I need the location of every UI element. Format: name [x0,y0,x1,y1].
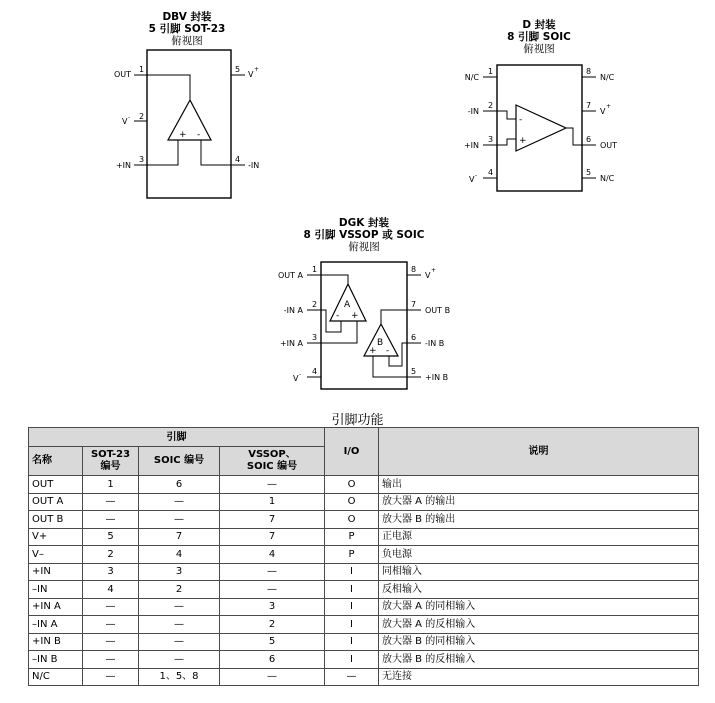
soic-number-cell: — [139,616,220,634]
sot23-number-cell: — [83,668,139,686]
soic-header: SOIC 编号 [139,447,220,476]
soic-number-cell: — [139,651,220,669]
table-row [29,476,699,494]
dgk-amp-b-plus-sign: + [369,346,377,356]
d-pin-4-label: V [469,175,475,184]
description-cell: 放大器 A 的输出 [379,493,699,511]
dgk-pin-6-number: 6 [411,333,417,342]
dbv-pin-2-number: 2 [139,112,145,121]
sot23-header [83,447,139,476]
dgk-pin-3-label: +IN A [279,339,303,348]
dbv-pin-5-number: 5 [235,65,241,74]
io-type-cell: O [325,476,379,494]
dgk-package-body [321,262,407,389]
dbv-pin-3-label: +IN [115,161,131,170]
pin-name-cell: OUT A [29,493,83,511]
description-header: 说明 [379,428,699,476]
pin-name-cell: +IN A [29,598,83,616]
sot23-number-cell: — [83,651,139,669]
vssop-number-cell: 7 [220,528,325,546]
sot23-number-cell: 5 [83,528,139,546]
table-row [29,598,699,616]
vssop-header-line2: SOIC 编号 [246,461,298,472]
d-title: D 封装 [522,19,556,31]
io-type-cell: I [325,598,379,616]
pin-name-cell: +IN B [29,633,83,651]
dgk-amp-a-minus-sign: - [336,311,340,321]
pin-name-cell: –IN [29,581,83,599]
table-row [29,633,699,651]
description-cell: 放大器 B 的同相输入 [379,633,699,651]
dbv-pin-3-number: 3 [139,155,145,164]
dgk-pin-5-label: +IN B [425,373,449,382]
dbv-amp-plus-sign: + [179,130,187,140]
io-type-cell: O [325,493,379,511]
table-row [29,581,699,599]
description-cell: 同相输入 [379,563,699,581]
pin-name-cell: +IN [29,563,83,581]
pin-group-header: 引脚 [29,428,325,447]
soic-number-cell: 3 [139,563,220,581]
d-pin-7-label: V [600,107,606,116]
dgk-pin-8-number: 8 [411,265,417,274]
vssop-number-cell: 4 [220,546,325,564]
vssop-number-cell: 6 [220,651,325,669]
dbv-pin-4-label: -IN [248,161,260,170]
d-view: 俯视图 [523,43,555,55]
dbv-subtitle: 5 引脚 SOT-23 [148,23,226,35]
dgk-pin-8-superscript: + [431,267,437,274]
pin-name-cell: –IN A [29,616,83,634]
d-pin-1-label: N/C [464,73,479,82]
name-header: 名称 [29,447,83,476]
d-subtitle: 8 引脚 SOIC [507,31,571,43]
dgk-pin-2-number: 2 [312,300,318,309]
sot23-number-cell: 3 [83,563,139,581]
pin-name-cell: V+ [29,528,83,546]
sot23-number-cell: — [83,511,139,529]
vssop-number-cell: 3 [220,598,325,616]
sot23-number-cell: — [83,616,139,634]
sot23-number-cell: 1 [83,476,139,494]
soic-number-cell: — [139,511,220,529]
d-pin-1-number: 1 [488,67,494,76]
dgk-pin-5-number: 5 [411,367,417,376]
dgk-package-title [290,217,438,253]
sot23-number-cell: — [83,493,139,511]
table-row [29,528,699,546]
vssop-number-cell: — [220,581,325,599]
dbv-pin-2-label: V [122,117,128,126]
sot23-number-cell: 2 [83,546,139,564]
d-pin-7-number: 7 [586,101,592,110]
dgk-subtitle: 8 引脚 VSSOP 或 SOIC [303,229,425,241]
io-header: I/O [325,428,379,476]
vssop-header-line1: VSSOP、 [248,449,296,460]
io-type-cell: I [325,616,379,634]
dgk-amp-a-label: A [344,300,351,310]
sot23-header-line1: SOT-23 [90,449,131,460]
dgk-pin-6-label: -IN B [425,339,445,348]
sot23-number-cell: 4 [83,581,139,599]
io-type-cell: — [325,668,379,686]
description-cell: 正电源 [379,528,699,546]
pin-name-cell: N/C [29,668,83,686]
pin-function-table [28,427,699,686]
dgk-pin-7-label: OUT B [425,306,451,315]
dgk-pin-4-number: 4 [312,367,318,376]
vssop-number-cell: 7 [220,511,325,529]
dbv-pin-1-number: 1 [139,65,145,74]
d-pin-2-number: 2 [488,101,494,110]
vssop-number-cell: 1 [220,493,325,511]
dgk-pin-1-label: OUT A [277,271,303,280]
description-cell: 负电源 [379,546,699,564]
io-type-cell: P [325,546,379,564]
dbv-pin-5-label: V [248,70,254,79]
dgk-pin-4-superscript: - [299,371,302,378]
description-cell: 放大器 B 的输出 [379,511,699,529]
d-pin-4-number: 4 [488,168,494,177]
dgk-pin-8-label: V [425,271,431,280]
dbv-view: 俯视图 [171,35,203,47]
description-cell: 无连接 [379,668,699,686]
dgk-amp-b-label: B [377,338,384,348]
pin-function-table-title: 引脚功能 [331,413,384,428]
dgk-amp-a-plus-sign: + [351,311,359,321]
sot23-number-cell: — [83,598,139,616]
soic-number-cell: — [139,633,220,651]
dbv-package-body [147,50,231,198]
soic-number-cell: 7 [139,528,220,546]
vssop-header [220,447,325,476]
description-cell: 放大器 A 的同相输入 [379,598,699,616]
io-type-cell: P [325,528,379,546]
sot23-number-cell: — [83,633,139,651]
d-pin-6-label: OUT [600,141,618,150]
io-type-cell: I [325,563,379,581]
description-cell: 放大器 A 的反相输入 [379,616,699,634]
vssop-number-cell: — [220,668,325,686]
d-amp-plus-sign: + [519,136,527,146]
d-amp-minus-sign: - [519,115,523,125]
d-pin-8-label: N/C [600,73,615,82]
pin-name-cell: OUT [29,476,83,494]
dbv-pin-4-number: 4 [235,155,241,164]
dgk-pin-1-number: 1 [312,265,318,274]
io-type-cell: O [325,511,379,529]
pin-table-body [29,476,699,686]
table-row [29,651,699,669]
description-cell: 输出 [379,476,699,494]
dgk-amp-b-minus-sign: - [386,346,390,356]
dgk-title: DGK 封装 [338,217,390,229]
dgk-pin-4-label: V [293,374,299,383]
vssop-number-cell: 2 [220,616,325,634]
vssop-number-cell: — [220,476,325,494]
pin-name-cell: V– [29,546,83,564]
d-package-title [480,19,598,55]
dgk-pin-7-number: 7 [411,300,417,309]
soic-number-cell: — [139,598,220,616]
dbv-amp-minus-sign: - [197,130,201,140]
dgk-pin-2-label: -IN A [283,306,303,315]
sot23-header-line2: 编号 [100,461,121,472]
d-pin-7-superscript: + [606,103,612,110]
soic-number-cell: 4 [139,546,220,564]
d-pin-2-label: -IN [467,107,479,116]
d-pin-6-number: 6 [586,135,592,144]
pin-name-cell: OUT B [29,511,83,529]
d-pin-3-number: 3 [488,135,494,144]
d-pin-8-number: 8 [586,67,592,76]
d-pin-3-label: +IN [463,141,479,150]
table-row [29,616,699,634]
dbv-pin-5-superscript: + [254,66,260,73]
description-cell: 反相输入 [379,581,699,599]
soic-number-cell: 1、5、8 [139,668,220,686]
dbv-title: DBV 封装 [162,11,212,23]
d-pin-5-label: N/C [600,174,615,183]
soic-number-cell: 2 [139,581,220,599]
table-row [29,668,699,686]
dgk-view: 俯视图 [348,241,380,253]
table-row [29,511,699,529]
dgk-pin-3-number: 3 [312,333,318,342]
io-type-cell: I [325,651,379,669]
dbv-amplifier-symbol [168,100,211,140]
soic-number-cell: — [139,493,220,511]
table-row [29,563,699,581]
vssop-number-cell: — [220,563,325,581]
description-cell: 放大器 B 的反相输入 [379,651,699,669]
dbv-pin-1-label: OUT [113,70,131,79]
pin-name-cell: –IN B [29,651,83,669]
d-pin-4-superscript: - [475,172,478,179]
io-type-cell: I [325,581,379,599]
io-type-cell: I [325,633,379,651]
table-header-row-group [29,428,699,447]
table-row [29,546,699,564]
table-row [29,493,699,511]
soic-number-cell: 6 [139,476,220,494]
vssop-number-cell: 5 [220,633,325,651]
dbv-pin-2-superscript: - [128,114,131,121]
d-pin-5-number: 5 [586,168,592,177]
